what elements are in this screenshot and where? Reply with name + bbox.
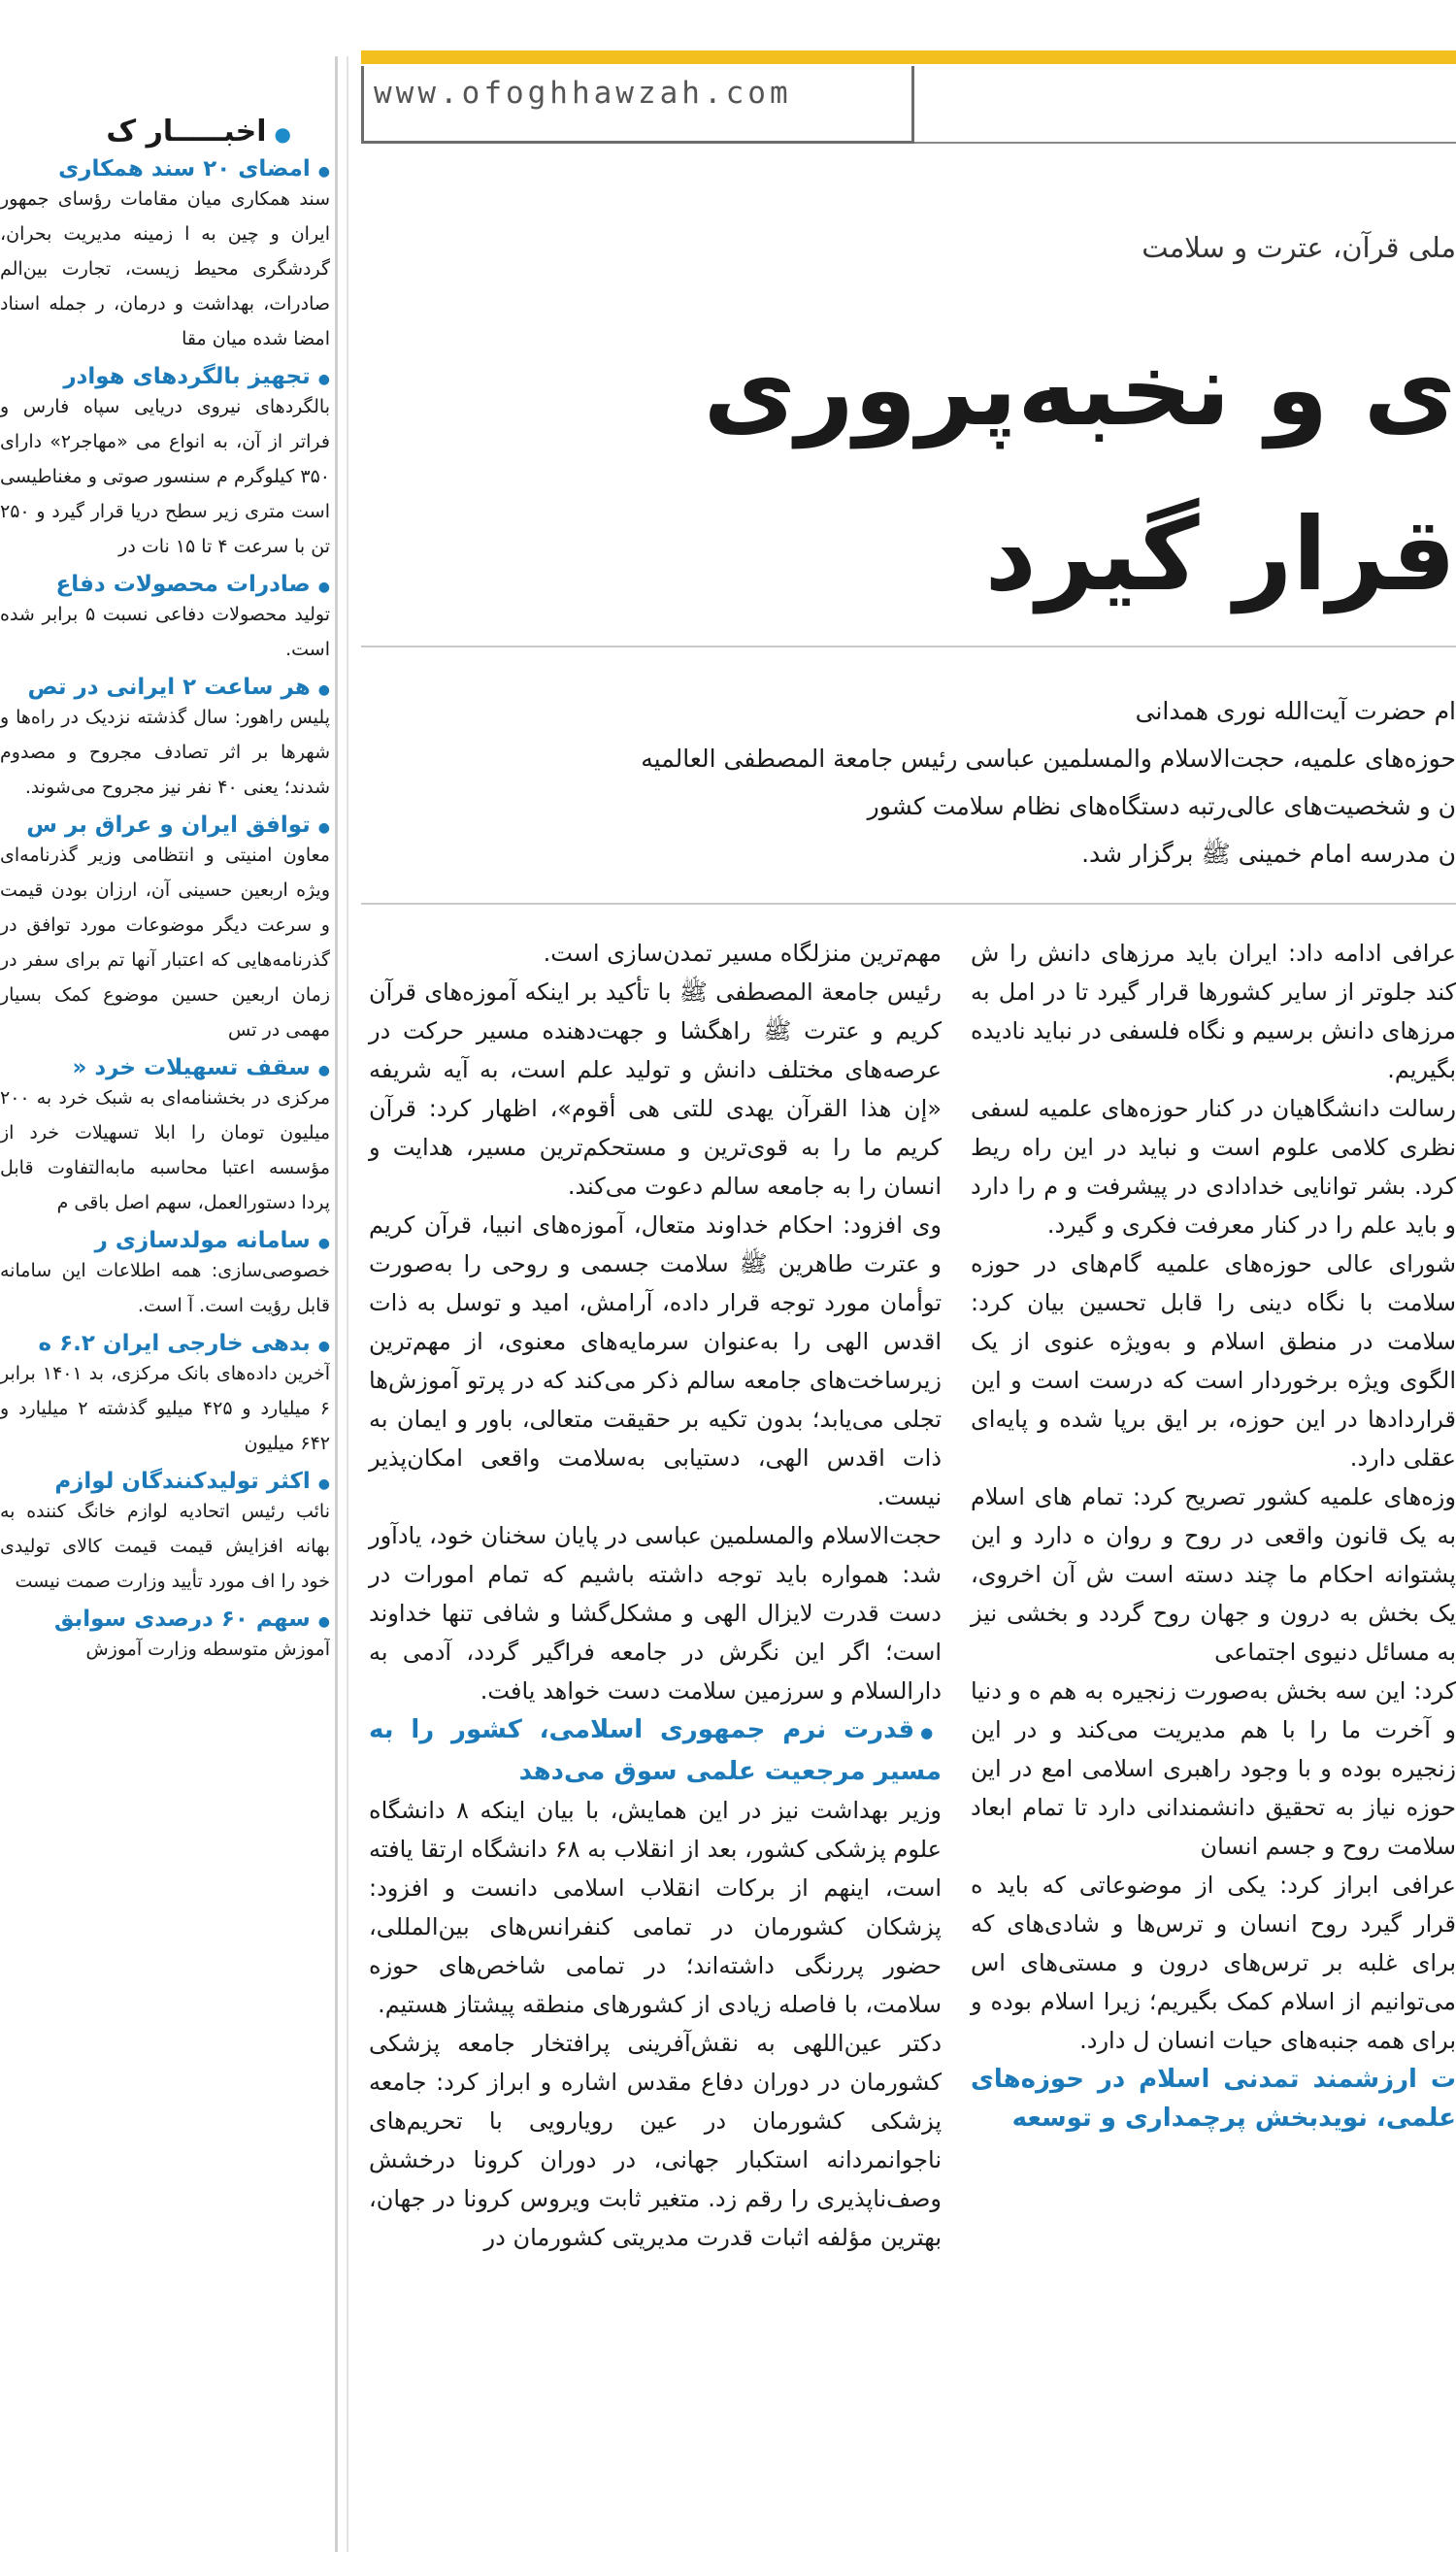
lead-paragraph: ام حضرت آیت‌الله نوری همدانی حوزه‌های علمیه، حجت‌الاسلام والمسلمین عباسی رئیس جامعة المصطفی العالمیه ن و شخصیت‌های عالی‌رتبه دستگاه‌های نظام سلامت کشور ن مدرسه امام خمینی ﷺ برگزار شد. xyxy=(641,697,1456,868)
paragraph: حجت‌الاسلام والمسلمین عباسی در پایان سخنان خود، یادآور شد: همواره باید توجه داشته باشیم که تمام امورات در دست قدرت لایزال الهی و مشکل‌گشا و شافی تنها خداوند است؛ اگر این نگرش در جامعه فراگیر گردد، آدمی به دارالسلام و سرزمین سلامت دست خواهد یافت. xyxy=(369,1522,942,1705)
news-item xyxy=(0,364,330,564)
news-item-title: ●اکثر تولیدکنندگان لوازم xyxy=(54,1469,330,1494)
news-item xyxy=(0,1055,330,1220)
paragraph: وزه‌های علمیه کشور تصریح کرد: تمام های اسلام به یک قانون واقعی در روح و روان ه دارد و این پشتوانه احکام ما چند دسته است ش آن اخروی، یک بخش به درون و جهان روح گردد و بخشی نیز به مسائل دنیوی اجتماعی xyxy=(971,1483,1456,1666)
bullet-icon: ● xyxy=(317,164,330,180)
news-item-title: ●سهم ۶۰ درصدی سوابق xyxy=(53,1607,330,1632)
header-rule xyxy=(914,142,1456,144)
news-item-title: ●توافق ایران و عراق بر س xyxy=(26,812,330,838)
bullet-icon: ● xyxy=(317,1063,330,1078)
news-item-body: تولید محصولات دفاعی نسبت ۵ برابر شده است. xyxy=(0,604,330,660)
news-item xyxy=(0,675,330,805)
bullet-icon: ● xyxy=(317,1476,330,1492)
news-item-body: پلیس راهور: سال گذشته نزدیک در راه‌ها و شهرها بر اثر تصادف مجروح و مصدوم شدند؛ یعنی ۴۰ نفر نیز مجروح می‌شوند. xyxy=(0,707,330,798)
news-column xyxy=(0,56,330,2552)
news-item xyxy=(0,572,330,667)
bullet-icon: ● xyxy=(317,1339,330,1354)
headline-line-2: قرار گیرد xyxy=(984,495,1456,613)
paragraph: دکتر عین‌اللهی به نقش‌آفرینی پرافتخار جامعه پزشکی کشورمان در دوران دفاع مقدس اشاره و ابراز کرد: جامعه پزشکی کشورمان در عین رویارویی با تحریم‌های ناجوانمردانه استکبار جهانی، در دوران کرونا درخشش وصف‌ناپذیری را رقم زد. متغیر ثابت ویروس کرونا در جهان، بهترین مؤلفه اثبات قدرت مدیریتی کشورمان در xyxy=(369,2030,942,2251)
bullet-icon: ● xyxy=(317,820,330,836)
news-item-body: نائب رئیس اتحادیه لوازم خانگ کننده به بهانه افزایش قیمت قیمت کالای تولیدی خود را اف مورد تأیید وزارت صمت نیست xyxy=(0,1501,330,1592)
news-item-body: آخرین داده‌های بانک مرکزی، بد ۱۴۰۱ برابر ۶ میلیارد و ۴۲۵ میلیو گذشته ۲ میلیارد و ۶۴۲ میلیون xyxy=(0,1363,330,1454)
news-item-title: ●امضای ۲۰ سند همکاری xyxy=(58,156,330,182)
news-column-header: ●اخبـــــار ک xyxy=(106,115,291,149)
bullet-icon: ● xyxy=(317,372,330,387)
paragraph: رسالت دانشگاهیان در کنار حوزه‌های علمیه لسفی نظری کلامی علوم است و نباید در این راه ریط کرد. بشر توانایی خدادادی در پیشرفت و م را دارد و باید علم را در کنار معرفت فکری و گیرد. xyxy=(971,1095,1456,1239)
bullet-icon: ● xyxy=(317,1236,330,1251)
headline-line-1: ی و نخبه‌پروری xyxy=(703,330,1456,448)
news-item-body: معاون امنیتی و انتظامی وزیر گذرنامه‌ای ویژه اربعین حسینی آن، ارزان بودن قیمت و سرعت دیگر موضوعات مورد توافق در گذرنامه‌هایی که اعتبار آنها تم برای سفر در زمان اربعین حسین موضوع کمک بسیار مهمی در تس xyxy=(0,845,330,1041)
section-subhead: ت ارزشمند تمدنی اسلام در حوزه‌های علمی، نویدبخش پرچمداری و توسعه xyxy=(971,2065,1456,2133)
bullet-icon: ● xyxy=(274,122,291,146)
section-subhead: ●قدرت نرم جمهوری اسلامی، کشور را به مسیر مرجعیت علمی سوق می‌دهد xyxy=(369,1715,942,1786)
url-box xyxy=(361,66,914,144)
news-item xyxy=(0,1607,330,1667)
news-item xyxy=(0,1228,330,1323)
paragraph: عرافی ادامه داد: ایران باید مرزهای دانش را ش کند جلوتر از سایر کشورها قرار گیرد تا در امل به مرزهای دانش برسیم و نگاه فلسفی در نباید نادیده بگیریم. xyxy=(971,940,1456,1083)
news-item-title: ●هر ساعت ۲ ایرانی در تص xyxy=(27,675,330,700)
news-item xyxy=(0,1469,330,1599)
news-item-body: آموزش متوسطه وزارت آموزش xyxy=(85,1639,330,1660)
paragraph: مهم‌ترین منزلگاه مسیر تمدن‌سازی است. xyxy=(543,940,942,967)
news-item-title: ●بدهی خارجی ایران ۶.۲ ه xyxy=(38,1331,330,1356)
news-item-body: خصوصی‌سازی: همه اطلاعات این سامانه قابل رؤیت است. آ است. xyxy=(0,1260,330,1316)
paragraph: کرد: این سه بخش به‌صورت زنجیره به هم ه و دنیا و آخرت ما را با هم مدیریت می‌کند و در این زنجیره بوده و با وجود راهبری اسلامی امع در این حوزه نیاز به تحقیق دانشمندانی دارد تا تمام ابعاد سلامت روح و جسم انسان xyxy=(971,1677,1456,1860)
news-item-body: سند همکاری میان مقامات رؤسای جمهور ایران و چین به ا زمینه مدیریت بحران، گردشگری محیط زیست، تجارت بین‌الم صادرات، بهداشت و درمان، ر جمله اسناد امضا شده میان مقا xyxy=(0,188,330,349)
divider xyxy=(361,646,1456,647)
bullet-icon: ● xyxy=(317,580,330,595)
bullet-icon: ● xyxy=(920,1724,942,1741)
paragraph: وی افزود: احکام خداوند متعال، آموزه‌های انبیا، قرآن کریم و عترت طاهرین ﷺ سلامت جسمی و روحی را به‌صورت توأمان مورد توجه قرار داده، آرامش، امید و توسل به ذات اقدس الهی را به‌عنوان سرمایه‌های معنوی، از مهم‌ترین زیرساخت‌های جامعه سالم ذکر می‌کند که در پرتو آموزش‌ها تجلی می‌یابد؛ بدون تکیه بر حقیقت متعالی، باور و ایمان به ذات اقدس الهی، دستیابی به‌سلامت واقعی امکان‌پذیر نیست. xyxy=(369,1211,942,1510)
paragraph: رئیس جامعة المصطفی ﷺ با تأکید بر اینکه آموزه‌های قرآن کریم و عترت ﷺ راهگشا و جهت‌دهنده مسیر حرکت در عرصه‌های مختلف دانش و تولید علم است، به آیه شریفه «إن هذا القرآن یهدی للتی هی أقوم»، اظهار کرد: قرآن کریم ما را به قوی‌ترین و مستحکم‌ترین مسیر، هدایت و انسان را به جامعه سالم دعوت می‌کند. xyxy=(369,978,942,1200)
column-divider xyxy=(347,56,348,2552)
news-item xyxy=(0,156,330,356)
news-item-title: ●تجهیز بالگردهای هوادر xyxy=(63,364,330,389)
article-column-right xyxy=(971,934,1456,2138)
header-accent-bar xyxy=(361,50,1456,64)
bullet-icon: ● xyxy=(317,682,330,698)
news-item-title: ●سامانه مولدسازی ر xyxy=(94,1228,330,1253)
paragraph: وزیر بهداشت نیز در این همایش، با بیان اینکه ۸ دانشگاه علوم پزشکی کشور، بعد از انقلاب به ۶۸ دانشگاه ارتقا یافته است، اینهم از برکات انقلاب اسلامی دانست و افزود: پزشکان کشورمان در تمامی کنفرانس‌های بین‌المللی، حضور پررنگی داشته‌اند؛ در تمامی شاخص‌های حوزه سلامت، با فاصله زیادی از کشورهای منطقه پیشتاز هستیم. xyxy=(369,1797,943,2018)
news-item xyxy=(0,1331,330,1461)
news-item-title: ●سقف تسهیلات خرد « xyxy=(72,1055,330,1080)
news-item-body: مرکزی در بخشنامه‌ای به شبک خرد به ۲۰۰ میلیون تومان را ابلا تسهیلات خرد از مؤسسه اعتبا محاسبه مابه‌التفاوت قابل پردا دستورالعمل، سهم اصل باقی م xyxy=(0,1087,330,1213)
paragraph: عرافی ابراز کرد: یکی از موضوعاتی که باید ه قرار گیرد روح انسان و ترس‌ها و شادی‌های که برای غلبه بر ترس‌های درون و مستی‌های اس می‌توانیم از اسلام کمک بگیریم؛ زیرا اسلام بوده و برای همه جنبه‌های حیات انسان ل دارد. xyxy=(971,1872,1456,2054)
bullet-icon: ● xyxy=(317,1614,330,1630)
paragraph: شورای عالی حوزه‌های علمیه گام‌های در حوزه سلامت با نگاه دینی را قابل تحسین بیان کرد: سلامت در منطق اسلام و به‌ویژه عنوی از یک الگوی ویژه برخوردار است که درست است و این قراردادها در این حوزه، بر ایق برپا شده و پایه‌ای عقلی دارد. xyxy=(971,1250,1456,1472)
column-divider xyxy=(335,56,338,2552)
site-url[interactable]: www.ofoghhawzah.com xyxy=(374,76,792,111)
article-column-middle xyxy=(369,934,942,2257)
article-kicker: ملی قرآن، عترت و سلامت xyxy=(1142,231,1456,264)
news-item-title: ●صادرات محصولات دفاع xyxy=(55,572,330,597)
news-item xyxy=(0,812,330,1047)
news-item-body: بالگردهای نیروی دریایی سپاه فارس و فراتر از آن، به انواع می «مهاجر۲» دارای ۳۵۰ کیلوگرم م سنسور صوتی و مغناطیسی است متری زیر سطح دریا قرار گیرد و ۲۵۰ تن با سرعت ۴ تا ۱۵ نات در xyxy=(0,396,330,557)
divider xyxy=(361,903,1456,905)
